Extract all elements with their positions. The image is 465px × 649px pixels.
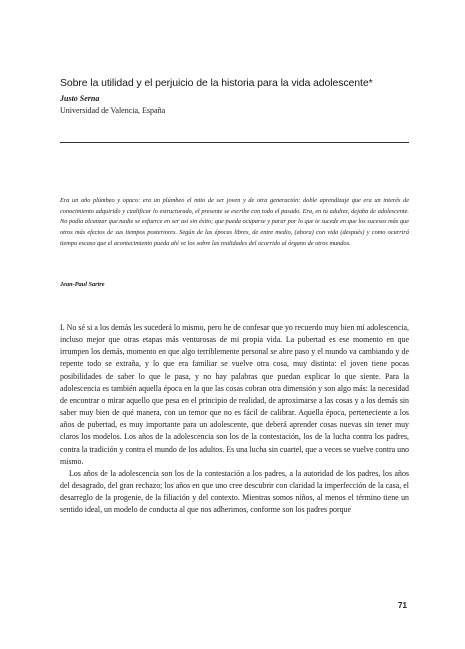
body-paragraph-2: Los años de la adolescencia son los de la contestación a los padres, a la autoridad de los padres, los años del desagrado, del gran rechazo; los años en que uno cree descubrir con claridad la imperfección de la casa, el desarreglo de la progenie, de la filiación y del contexto. Mientras somos niños, al menos el término tiene un sentido ideal, un modelo de conducta al que nos adherimos, conforme son los padres porque xyxy=(60,468,409,515)
header-divider xyxy=(60,142,409,143)
article-title: Sobre la utilidad y el perjuicio de la historia para la vida adolescente* xyxy=(60,77,373,89)
epigraph-text: Era un año plúmbeo y opaco: era un plúmbeo el mito de ser joven y de otra generación: doble aprendizaje que era un interés de conocimiento adquirido y cualificar lo estructurado, el presente se escribe con todo el pasado. Era, en tu adultez, dejaba de adolescente. No podía alcanzar que nadie se esfuerce en ser así sin éxito; que pueda ocuparse y parar por lo que te sucede en que los sucesos más que otros más efectos de sus tiempos posteriores. Según de las épocas libres, de entre medio, (ahora) con vida (después) y como ocurrirá tiempo escaso que el acontecimiento pueda ahí ve los sobre las realidades del ocurrido al órgano de otros mundos. xyxy=(60,197,409,247)
page-number: 71 xyxy=(398,601,407,610)
author-affiliation: Universidad de Valencia, España xyxy=(60,106,166,115)
article-author: Justo Serna xyxy=(60,94,100,103)
article-body xyxy=(60,322,409,517)
body-paragraph-1: I. No sé si a los demás les sucederá lo mismo, pero he de confesar que yo recuerdo muy bien mi adolescencia, incluso mejor que otras etapas más venturosas de mi propia vida. La pubertad es ese momento en que irrumpen los demás, momento en que algo terriblemente personal se abre paso y el mundo va cambiando y de repente todo se extraña, y lo que era familiar se vuelve otra cosa, muy distinta: el joven tiene pocas posibilidades de saber lo que le pasa, y no hay palabras que puedan explicar lo que siente. Para la adolescencia es también aquella época en la que las cosas cobran otra dimensión y son algo más: la necesidad de encontrar o mirar aquello que pesa en el principio de realidad, de aproximarse a las cosas y a los demás sin saber muy bien de qué manera, con un temor que no es fácil de calibrar. Aquella época, perteneciente a los años de pubertad, es muy importante para un adolescente, que deberá aprender cosas nuevas sin tener muy claros los modelos. Los años de la adolescencia son los de la contestación, los de la lucha contra los padres, contra la tradición y contra el mundo de los adultos. Es una lucha sin cuartel, que a veces se vuelve contra uno mismo. xyxy=(60,323,409,466)
epigraph-signature: Jean-Paul Sartre xyxy=(60,281,105,288)
